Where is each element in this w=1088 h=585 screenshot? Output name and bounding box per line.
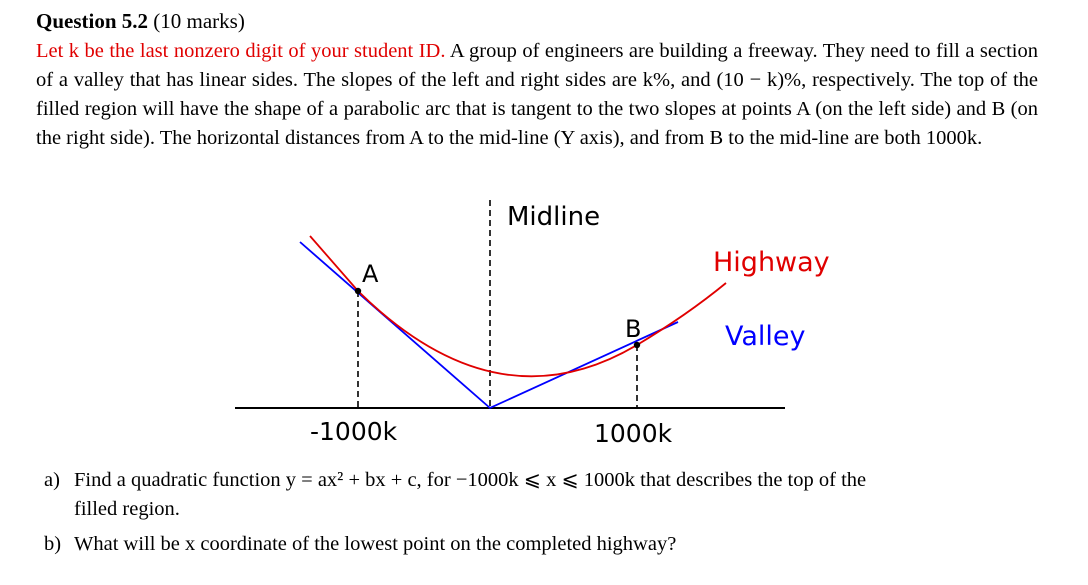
- part-a-line-2: filled region.: [74, 498, 180, 520]
- part-b-text: What will be x coordinate of the lowest point on the completed highway?: [74, 533, 677, 555]
- body-line-3: respectively. The top of the filled region will have the shape of a parabolic arc that is tangent to the two slopes: [36, 69, 1039, 120]
- body-line-2: to fill a section of a valley that has linear sides. The slopes of the left and right sides are k%, and (10 − k)%,: [36, 40, 1038, 91]
- part-a: [44, 466, 1044, 524]
- valley-label: Valley: [725, 321, 806, 352]
- x-left-label: -1000k: [310, 417, 398, 446]
- x-right-label: 1000k: [594, 419, 673, 448]
- part-a-line-1: Find a quadratic function y = ax² + bx + c, for −1000k ⩽ x ⩽ 1000k that describes the top of the: [74, 469, 867, 491]
- body-line-1: A group of engineers are building a freeway. They need: [449, 40, 910, 62]
- body-line-4: at points A (on the left side) and B (on the right side). The horizontal distances from A to the mid-line (Y: [36, 98, 1039, 149]
- valley-highway-figure: [0, 190, 1088, 460]
- question-heading: [36, 8, 245, 34]
- valley-sides: [300, 242, 678, 408]
- point-b-label: B: [625, 315, 642, 343]
- student-id-instruction: Let k be the last nonzero digit of your student ID.: [36, 40, 446, 62]
- question-body: [36, 37, 1038, 153]
- point-a-label: A: [362, 260, 379, 288]
- question-marks: (10 marks): [153, 9, 245, 33]
- part-a-label: a): [44, 469, 60, 491]
- midline-label: Midline: [507, 202, 601, 232]
- part-b-label: b): [44, 533, 62, 555]
- question-title: Question 5.2: [36, 9, 149, 33]
- highway-label: Highway: [713, 247, 830, 278]
- point-a-marker: [355, 288, 361, 294]
- body-line-5: axis), and from B to the mid-line are both 1000k.: [579, 127, 983, 149]
- part-b: [44, 530, 1044, 559]
